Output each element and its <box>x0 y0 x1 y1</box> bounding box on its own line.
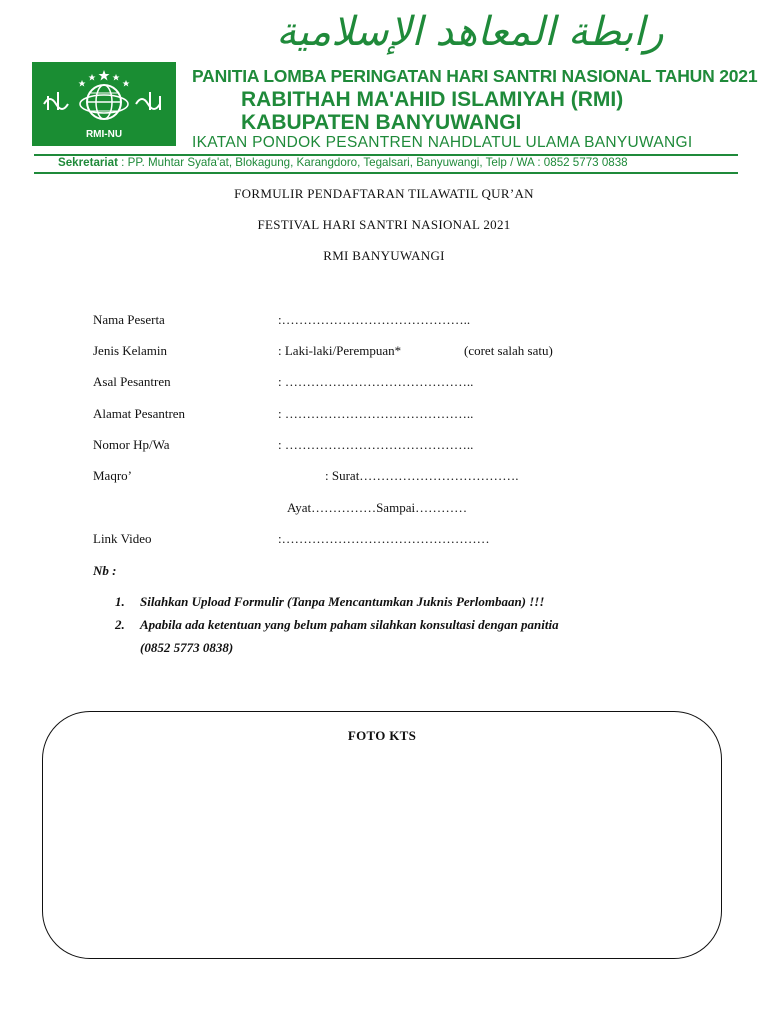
asal-pesantren-field[interactable]: : …………………………………….. <box>278 374 474 389</box>
arabic-title: رابطة المعاهد الإسلامية <box>276 9 664 55</box>
jenis-kelamin-note: (coret salah satu) <box>464 343 553 358</box>
link-video-label: Link Video <box>93 531 152 546</box>
header-regency: KABUPATEN BANYUWANGI <box>241 111 522 134</box>
header-committee-title: PANITIA LOMBA PERINGATAN HARI SANTRI NASIONAL TAHUN 2021 <box>192 66 758 86</box>
note-number-2: 2. <box>115 617 125 632</box>
festival-title: FESTIVAL HARI SANTRI NASIONAL 2021 <box>257 217 511 232</box>
nomor-hp-label: Nomor Hp/Wa <box>93 437 170 452</box>
alamat-pesantren-field[interactable]: : …………………………………….. <box>278 406 474 421</box>
note-upload: Silahkan Upload Formulir (Tanpa Mencantumkan Juknis Perlombaan) !!! <box>140 594 545 609</box>
nb-label: Nb : <box>93 563 117 578</box>
note-phone: (0852 5773 0838) <box>140 640 234 655</box>
secretariat-line <box>58 156 738 169</box>
photo-kts-label: FOTO KTS <box>347 728 417 743</box>
jenis-kelamin-field[interactable]: : Laki-laki/Perempuan* <box>278 343 402 358</box>
link-video-field[interactable]: :………………………………………… <box>278 531 490 546</box>
maqro-label: Maqro’ <box>93 468 132 483</box>
header-organization: RABITHAH MA'AHID ISLAMIYAH (RMI) <box>241 88 624 111</box>
secretariat-address: : PP. Muhtar Syafa'at, Blokagung, Karangdoro, Tegalsari, Banyuwangi, Telp / WA : 0852 5773 0838 <box>117 156 628 169</box>
asal-pesantren-label: Asal Pesantren <box>93 374 171 389</box>
secretariat-label: Sekretariat <box>58 156 118 169</box>
nama-peserta-label: Nama Peserta <box>93 312 165 327</box>
surat-field[interactable]: : Surat………………………………. <box>325 468 519 483</box>
jenis-kelamin-label: Jenis Kelamin <box>93 343 168 358</box>
header-divider-bottom <box>34 172 738 174</box>
note-number-1: 1. <box>115 594 125 609</box>
form-title: FORMULIR PENDAFTARAN TILAWATIL QUR’AN <box>234 186 534 201</box>
nama-peserta-field[interactable]: :…………………………………….. <box>278 312 471 327</box>
note-consult: Apabila ada ketentuan yang belum paham silahkan konsultasi dengan panitia <box>140 617 559 632</box>
photo-kts-box[interactable] <box>42 711 722 959</box>
alamat-pesantren-label: Alamat Pesantren <box>93 406 186 421</box>
ayat-sampai-field[interactable]: Ayat……………Sampai………… <box>287 500 468 515</box>
rmi-nu-logo <box>32 62 176 146</box>
header-association: IKATAN PONDOK PESANTREN NAHDLATUL ULAMA BANYUWANGI <box>192 134 693 151</box>
nomor-hp-field[interactable]: : …………………………………….. <box>278 437 474 452</box>
logo-text: RMI-NU <box>85 129 123 140</box>
organizer-title: RMI BANYUWANGI <box>323 248 445 263</box>
